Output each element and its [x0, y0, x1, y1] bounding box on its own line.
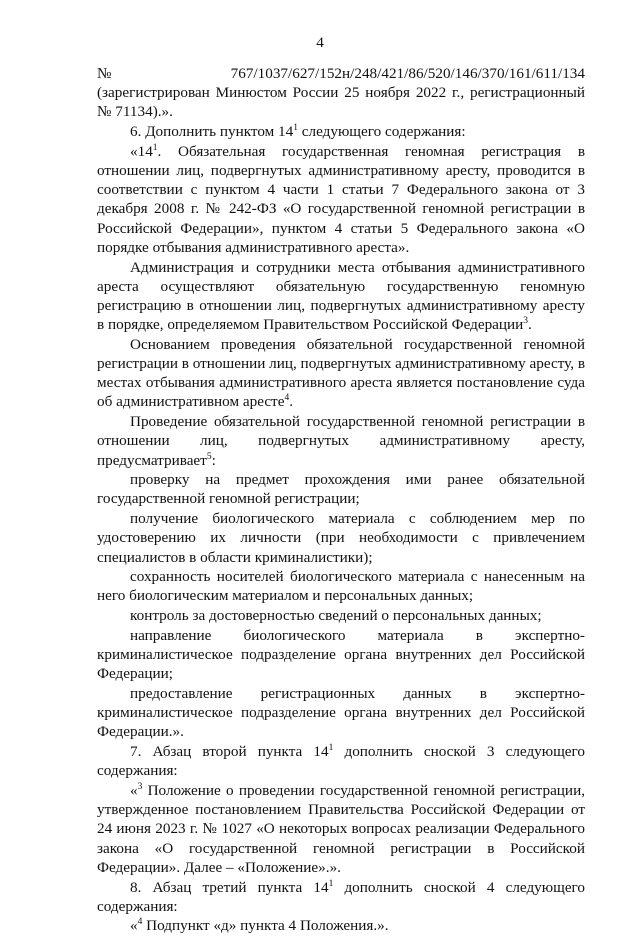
paragraph [97, 64, 585, 122]
superscript-note: 1 [152, 142, 158, 153]
paragraph [97, 470, 585, 508]
paragraph-text: 7. Абзац второй пункта 14 [130, 743, 329, 761]
paragraph-text: Основанием проведения обязательной государственной геномной регистрации в отношении лиц, подвергнутых административному аресту, в местах отбывания административного ареста является постановление суда об административном аресте [97, 335, 585, 411]
paragraph-text: контроль за достоверностью сведений о персональных данных; [130, 607, 542, 625]
superscript-note: 3 [137, 781, 143, 792]
paragraph [97, 878, 585, 916]
paragraph-text: : [211, 451, 216, 469]
paragraph-text: направление биологического материала в экспертно-криминалистическое подразделение органа внутренних дел Российской Федерации; [97, 626, 585, 683]
superscript-note: 4 [137, 917, 143, 928]
document-body [97, 64, 585, 936]
superscript-note: 4 [284, 393, 290, 404]
paragraph-text: сохранность носителей биологического материала с нанесенным на него биологическим материалом и персональных данных; [97, 568, 585, 605]
paragraph-text: «14 [130, 142, 153, 160]
paragraph-text: дополнить сноской 3 следующего содержания: [97, 743, 585, 780]
paragraph-text: проверку на предмет прохождения ими ранее обязательной государственной геномной регистрации; [97, 471, 585, 508]
paragraph-text: 8. Абзац третий пункта 14 [130, 878, 329, 896]
superscript-note: 3 [523, 316, 529, 327]
paragraph [97, 684, 585, 742]
paragraph-text: Администрация и сотрудники места отбывания административного ареста осуществляют обязательную государственную геномную регистрацию в отношении лиц, подвергнутых административному аресту в порядке, определяемом Правительством Российской Федерации [97, 258, 585, 334]
paragraph-text: Подпункт «д» пункта 4 Положения.». [142, 917, 389, 935]
paragraph [97, 742, 585, 780]
paragraph [97, 142, 585, 257]
paragraph-text: 6. Дополнить пунктом 14 [130, 123, 294, 141]
superscript-note: 1 [328, 878, 334, 889]
paragraph-text: предоставление регистрационных данных в экспертно-криминалистическое подразделение органа внутренних дел Российской Федерации.». [97, 685, 585, 741]
paragraph [97, 258, 585, 335]
paragraph [97, 606, 585, 625]
paragraph [97, 122, 585, 141]
paragraph [97, 335, 585, 412]
paragraph-text: Положение о проведении государственной геномной регистрации, утвержденное постановлением Правительства Российской Федерации от 24 июня 2023 г. № 1027 «О некоторых вопросах реализации Федерального закона «О государственной геномной регистрации в Российской Федерации». Далее – «Положение».». [97, 782, 585, 876]
paragraph [97, 567, 585, 605]
superscript-note: 5 [206, 451, 212, 462]
paragraph-text: получение биологического материала с соблюдением мер по удостоверению их личности (при необходимости с привлечением специалистов в области криминалистики); [97, 510, 585, 566]
paragraph [97, 626, 585, 684]
paragraph-text: . [528, 316, 532, 334]
paragraph [97, 509, 585, 567]
paragraph [97, 781, 585, 877]
paragraph-text: следующего содержания: [297, 123, 466, 141]
paragraph-text: « [130, 782, 138, 800]
paragraph [97, 412, 585, 470]
paragraph [97, 916, 585, 935]
paragraph-text: . [289, 393, 293, 411]
page-number: 4 [316, 34, 324, 51]
paragraph-text: Проведение обязательной государственной геномной регистрации в отношении лиц, подвергнутых административному аресту, предусматривает [97, 413, 585, 469]
superscript-note: 1 [328, 743, 334, 754]
paragraph-text: дополнить сноской 4 следующего содержания: [97, 878, 586, 915]
paragraph-text: . Обязательная государственная геномная регистрация в отношении лиц, подвергнутых административному аресту, проводится в соответствии с пунктом 4 части 1 статьи 7 Федерального закона от 3 декабря 2008 г. № 242-ФЗ «О государственной геномной регистрации в Российской Федерации», пунктом 4 статьи 5 Федерального закона «О порядке отбывания административного ареста». [97, 142, 585, 256]
superscript-note: 1 [293, 123, 298, 134]
paragraph-text: « [130, 917, 138, 935]
paragraph-text: № 767/1037/627/152н/248/421/86/520/146/370/161/611/134 (зарегистрирован Минюстом России 25 ноября 2022 г., регистрационный № 71134).». [97, 65, 585, 121]
